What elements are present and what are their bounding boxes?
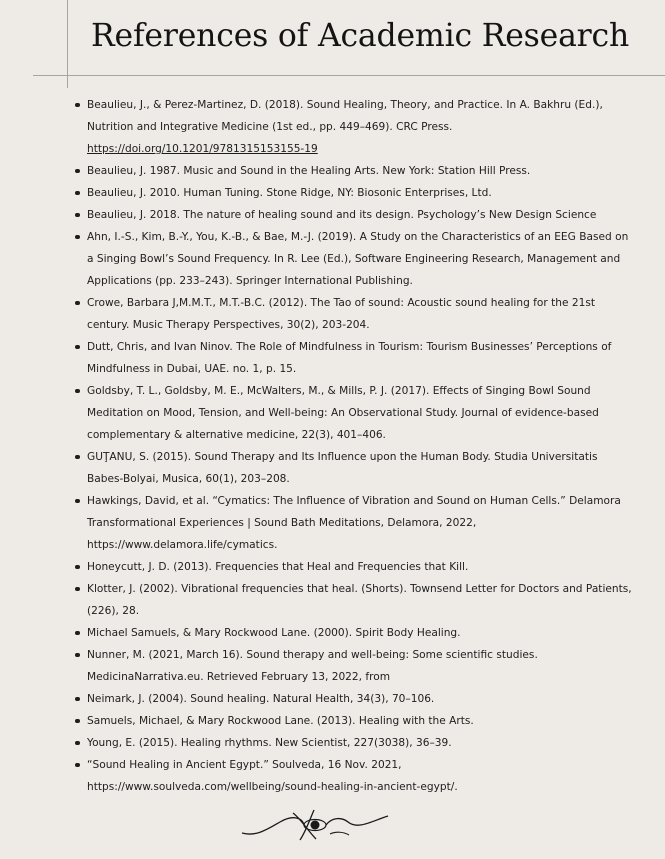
- reference-text: Beaulieu, J. 1987. Music and Sound in the Healing Arts. New York: Station Hill Press.: [87, 165, 531, 177]
- horizontal-rule: [33, 75, 665, 76]
- reference-item: [87, 292, 632, 336]
- reference-text: Michael Samuels, & Mary Rockwood Lane. (2000). Spirit Body Healing.: [87, 627, 461, 639]
- reference-text: Samuels, Michael, & Mary Rockwood Lane. (2013). Healing with the Arts.: [87, 715, 474, 727]
- eye-flourish-icon: [240, 807, 390, 843]
- reference-text: Beaulieu, J. 2010. Human Tuning. Stone Ridge, NY: Biosonic Enterprises, Ltd.: [87, 187, 492, 199]
- reference-item: [87, 644, 632, 688]
- reference-item: [87, 754, 632, 798]
- reference-item: [87, 380, 632, 446]
- reference-text: Nunner, M. (2021, March 16). Sound therapy and well-being: Some scientific studies. MedicinaNarrativa.eu. Retrieved February 13, 2022, from: [87, 649, 538, 683]
- reference-item: [87, 94, 632, 160]
- page-title: References of Academic Research: [91, 18, 630, 54]
- reference-text: Honeycutt, J. D. (2013). Frequencies that Heal and Frequencies that Kill.: [87, 561, 469, 573]
- reference-item: [87, 226, 632, 292]
- reference-item: [87, 336, 632, 380]
- reference-item: [87, 622, 632, 644]
- reference-list: [87, 94, 632, 798]
- reference-item: [87, 204, 632, 226]
- reference-text: Klotter, J. (2002). Vibrational frequencies that heal. (Shorts). Townsend Letter for Doctors and Patients, (226), 28.: [87, 583, 632, 617]
- reference-text: Goldsby, T. L., Goldsby, M. E., McWalters, M., & Mills, P. J. (2017). Effects of Singing Bowl Sound Meditation on Mood, Tension, and Well-being: An Observational Study. Journal of evidence-based complementary & alternative medicine, 22(3), 401–406.: [87, 385, 599, 441]
- reference-text: Neimark, J. (2004). Sound healing. Natural Health, 34(3), 70–106.: [87, 693, 435, 705]
- reference-text: Young, E. (2015). Healing rhythms. New Scientist, 227(3038), 36–39.: [87, 737, 452, 749]
- reference-text: Crowe, Barbara J,M.M.T., M.T.-B.C. (2012). The Tao of sound: Acoustic sound healing for the 21st century. Music Therapy Perspectives, 30(2), 203-204.: [87, 297, 596, 331]
- reference-item: [87, 732, 632, 754]
- reference-item: [87, 160, 632, 182]
- reference-item: [87, 710, 632, 732]
- reference-item: [87, 556, 632, 578]
- reference-item: [87, 688, 632, 710]
- reference-item: [87, 182, 632, 204]
- reference-item: [87, 446, 632, 490]
- reference-item: [87, 578, 632, 622]
- reference-text: Dutt, Chris, and Ivan Ninov. The Role of Mindfulness in Tourism: Tourism Businesses’ Perceptions of Mindfulness in Dubai, UAE. no. 1, p. 15.: [87, 341, 612, 375]
- reference-text: Hawkings, David, et al. “Cymatics: The Influence of Vibration and Sound on Human Cells.” Delamora Transformational Experiences | Sound Bath Meditations, Delamora, 2022, https://www.delamora.life/cymatics.: [87, 495, 621, 551]
- reference-text: Ahn, I.-S., Kim, B.-Y., You, K.-B., & Bae, M.-J. (2019). A Study on the Characteristics of an EEG Based on a Singing Bowl’s Sound Frequency. In R. Lee (Ed.), Software Engineering Research, Management and Applications (pp. 233–243). Springer International Publishing.: [87, 231, 629, 287]
- reference-link[interactable]: https://doi.org/10.1201/9781315153155-19: [87, 143, 318, 155]
- reference-text: “Sound Healing in Ancient Egypt.” Soulveda, 16 Nov. 2021, https://www.soulveda.com/wellbeing/sound-healing-in-ancient-egypt/.: [87, 759, 458, 793]
- reference-item: [87, 490, 632, 556]
- reference-text: GUŢANU, S. (2015). Sound Therapy and Its Influence upon the Human Body. Studia Universitatis Babes-Bolyai, Musica, 60(1), 203–208.: [87, 451, 598, 485]
- reference-text: Beaulieu, J. 2018. The nature of healing sound and its design. Psychology’s New Design Science: [87, 209, 597, 221]
- reference-text: Beaulieu, J., & Perez-Martinez, D. (2018). Sound Healing, Theory, and Practice. In A. Bakhru (Ed.), Nutrition and Integrative Medicine (1st ed., pp. 449–469). CRC Press.: [87, 99, 603, 133]
